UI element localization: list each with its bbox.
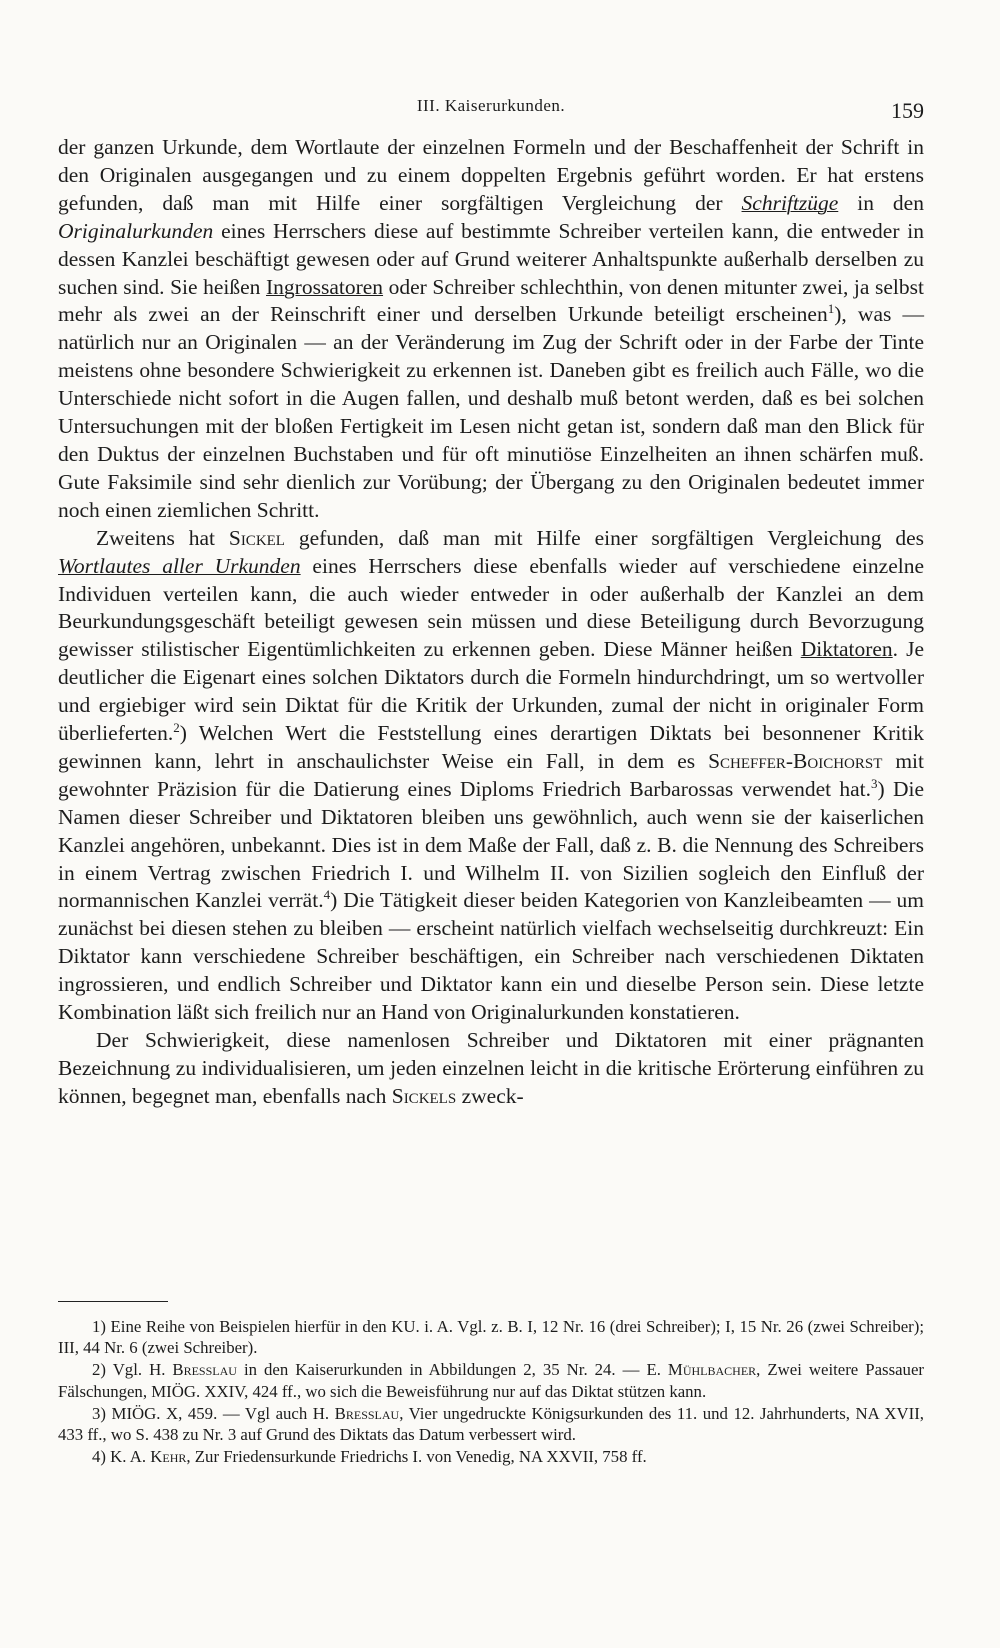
footnote-ref: 3 — [871, 775, 878, 791]
text-run: 1) Eine Reihe von Beispielen hierfür in den KU. i. A. Vgl. z. B. I, 12 Nr. 16 (drei Schreiber); I, 15 Nr. 26 (zwei Schreiber); III, 44 Nr. 6 (zwei Schreiber). — [58, 1317, 924, 1358]
text-run: ) Die Namen dieser Schreiber und Diktatoren bleiben uns gewöhnlich, auch wenn sie der kaiserlichen Kanzlei angehören, unbekannt. Dies ist in dem Maße der Fall, daß z. B. die Nennung des Schreibers in einem Vertrag zwischen Friedrich I. und Wilhelm II. von Sizilien sogleich den Einfluß der normannischen Kanzlei verrät. — [58, 776, 925, 913]
emphasis-text: Diktatoren — [800, 637, 893, 662]
emphasis-text: Scheffer-Boichorst — [708, 748, 883, 773]
text-run: mit gewohnter Präzision für die Datierung eines Diploms Friedrich Barbarossas verwendet hat. — [58, 748, 924, 801]
emphasis-text: Sickels — [391, 1083, 457, 1108]
paragraph — [58, 1027, 924, 1111]
emphasis-text: Mühlbacher — [667, 1360, 757, 1380]
emphasis-text: Wortlautes aller Urkunden — [58, 553, 301, 578]
footnote — [58, 1403, 924, 1446]
text-run: ) Die Tätigkeit dieser beiden Kategorien von Kanzleibeamten — um zunächst bei diesen stehen zu bleiben — erscheint natürlich vielfach wechselseitig durchkreuzt: Ein Diktator kann verschiedene Schreiber beschäftigen, ein Schreiber nach verschiedenen Diktaten ingrossieren, und endlich Schreiber und Diktator kann ein und dieselbe Person sein. Diese letzte Kombination läßt sich freilich nur an Hand von Originalurkunden konstatieren. — [58, 888, 924, 1025]
emphasis-text: Schriftzüge — [741, 190, 839, 215]
running-header — [58, 92, 924, 128]
footnote-ref: 2 — [173, 719, 180, 735]
footnote-rule — [58, 1301, 168, 1302]
emphasis-text: Bresslau — [172, 1360, 237, 1380]
text-run: 4) K. A. — [92, 1446, 151, 1466]
text-run: ), was — natürlich nur an Originalen — an der Veränderung im Zug der Schrift oder in der Farbe der Tinte meistens ohne besondere Schwierigkeit zu erkennen ist. Daneben gibt es freilich auch Fälle, wo die Unterschiede nicht sofort in die Augen fallen, und deshalb muß betont werden, daß es bei solchen Untersuchungen mit der bloßen Fertigkeit im Lesen nicht getan ist, sondern daß man den Blick für den Duktus der einzelnen Buchstaben und für oft minutiöse Einzelheiten an ihnen schärfen muß. Gute Faksimile sind sehr dienlich zur Vorübung; der Übergang zu den Originalen bedeutet immer noch einen ziemlichen Schritt. — [58, 302, 924, 522]
text-run: eines Herrschers diese ebenfalls wieder auf verschiedene einzelne Individuen verteilen kann, die auch wieder entweder in oder außerhalb der Kanzlei an dem Beurkundungsgeschäft beteiligt gewesen sein müssen und diese Beteiligung durch Bevorzugung gewisser stilistischer Eigentümlichkeiten zu erkennen geben. Diese Männer heißen — [58, 553, 924, 662]
text-run: , Zwei weitere Passauer Fälschungen, MIÖG. XXIV, 424 ff., wo sich die Beweisführung nur auf das Diktat stützen kann. — [58, 1360, 924, 1401]
text-run: , Vier ungedruckte Königsurkunden des 11. und 12. Jahrhunderts, NA XVII, 433 ff., wo S. 438 zu Nr. 3 auf Grund des Diktats das Datum verbessert wird. — [58, 1403, 924, 1445]
footnote — [58, 1359, 924, 1402]
text-run: der ganzen Urkunde, dem Wortlaute der einzelnen Formeln und der Beschaffenheit der Schrift in den Originalen ausgegangen und zu einem doppelten Ergebnis geführt worden. Er hat erstens gefunden, daß man mit Hilfe einer sorgfältigen Vergleichung der — [58, 135, 924, 215]
emphasis-text: Originalurkunden — [58, 218, 214, 243]
emphasis-text: Ingrossatoren — [266, 274, 384, 299]
text-run: 2) Vgl. H. — [92, 1360, 173, 1380]
running-title: III. Kaiserurkunden. — [416, 96, 566, 115]
text-run: . Je deutlicher die Eigenart eines solchen Diktators durch die Formeln hindurchdringt, um so wertvoller und ergiebiger wird sein Diktat für die Kritik der Urkunden, zumal der nicht in originaler Form überlieferten. — [58, 637, 924, 746]
footnote-ref: 1 — [827, 301, 835, 317]
text-run: in den Kaiserurkunden in Abbildungen 2, 35 Nr. 24. — E. — [236, 1360, 668, 1380]
text-run: oder Schreiber schlechthin, von denen mitunter zwei, ja selbst mehr als zwei an der Reinschrift einer und derselben Urkunde beteiligt erscheinen — [58, 274, 924, 327]
text-run: eines Herrschers diese auf bestimmte Schreiber verteilen kann, die entweder in dessen Kanzlei beschäftigt gewesen oder auf Grund weiterer Anhaltspunkte außerhalb derselben zu suchen sind. Sie heißen — [58, 218, 924, 299]
paragraph — [58, 134, 924, 525]
main-text — [58, 134, 924, 1111]
emphasis-text: Kehr — [150, 1446, 187, 1466]
text-run: 3) MIÖG. X, 459. — Vgl auch H. — [92, 1403, 335, 1423]
text-run: ) Welchen Wert die Feststellung eines derartigen Diktats bei besonnener Kritik gewinnen kann, lehrt in anschaulichster Weise ein Fall, in dem es — [58, 721, 924, 773]
emphasis-text: Sickel — [228, 525, 285, 550]
text-run: in den — [838, 190, 924, 215]
text-run: Zweitens hat — [96, 525, 229, 550]
emphasis-text: Bresslau — [334, 1403, 400, 1423]
footnote — [58, 1316, 924, 1359]
footnote-ref: 4 — [323, 887, 331, 903]
paragraph — [58, 525, 924, 1027]
text-run: gefunden, daß man mit Hilfe einer sorgfältigen Vergleichung des — [284, 525, 925, 550]
text-run: zweck- — [456, 1083, 524, 1108]
text-run: , Zur Friedensurkunde Friedrichs I. von Venedig, NA XXVII, 758 ff. — [186, 1446, 647, 1466]
page-number: 159 — [891, 98, 924, 123]
footnote — [58, 1446, 924, 1467]
footnotes — [58, 1316, 924, 1468]
text-run: Der Schwierigkeit, diese namenlosen Schreiber und Diktatoren mit einer prägnanten Bezeichnung zu individualisieren, um jeden einzelnen leicht in die kritische Erörterung einführen zu können, begegnet man, ebenfalls nach — [58, 1028, 924, 1108]
